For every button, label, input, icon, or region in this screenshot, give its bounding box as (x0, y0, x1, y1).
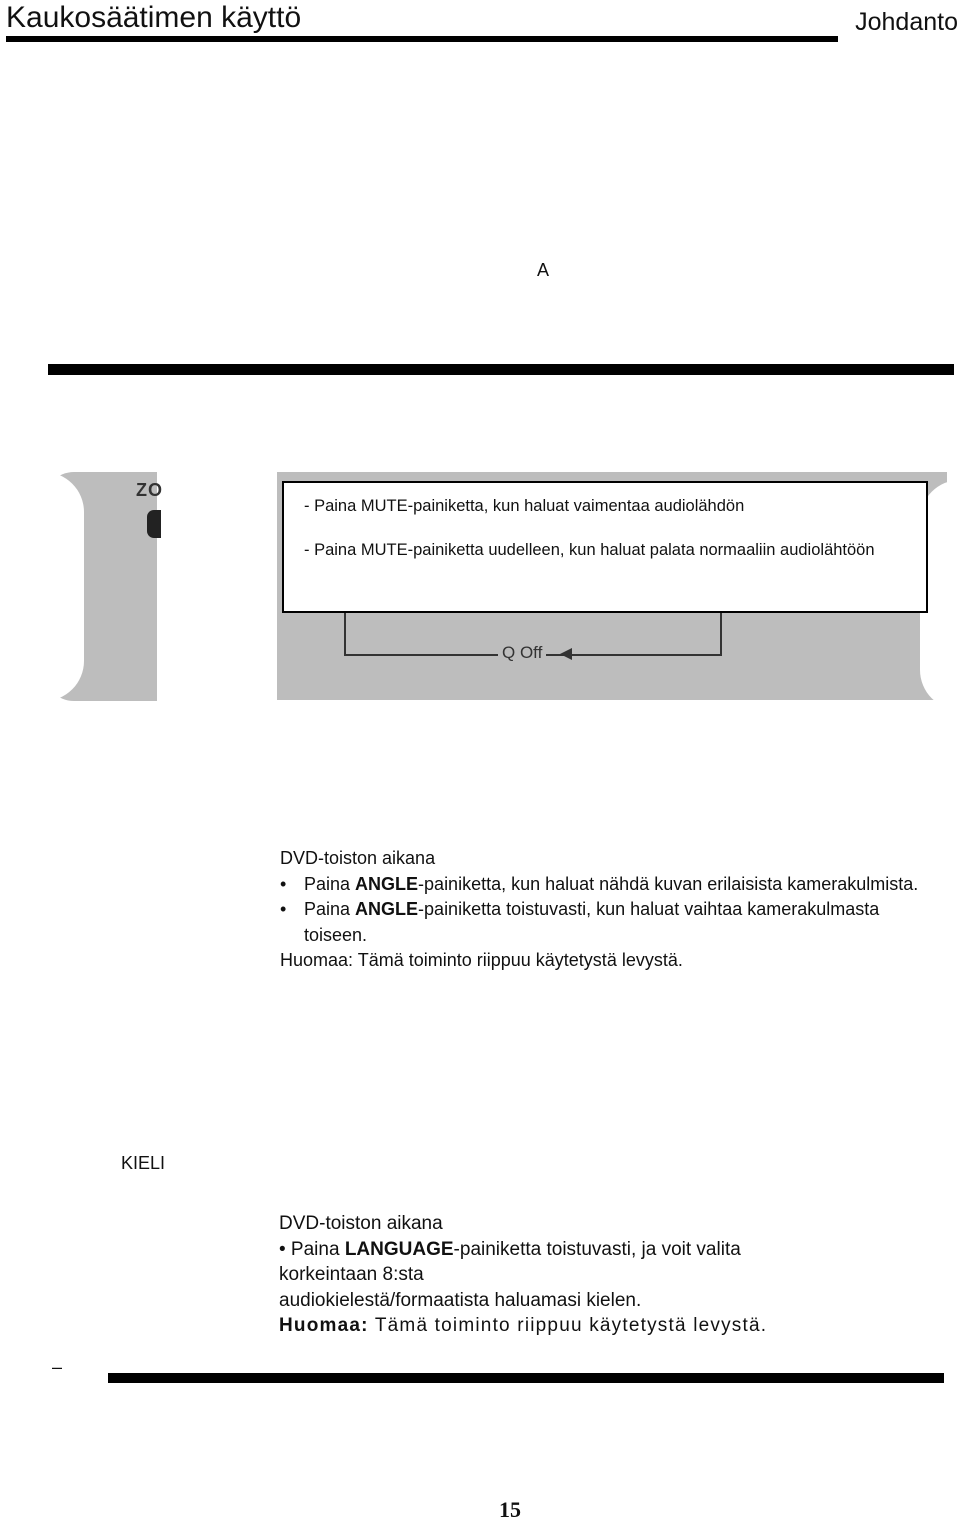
language-instructions (279, 1211, 899, 1339)
section-title: Johdanto (855, 8, 958, 36)
dash-mark: – (52, 1357, 63, 1377)
mute-instruction-1: - Paina MUTE-painiketta, kun haluat vaimentaa audiolähdön (304, 497, 745, 515)
language-line-3: audiokielestä/formaatista haluamasi kielen. (279, 1289, 642, 1311)
footer-rule (108, 1373, 944, 1383)
section-divider (48, 364, 954, 375)
page-number: 15 (499, 1497, 521, 1522)
language-bullet-pre: • Paina (279, 1238, 345, 1260)
q-off-label: Q Off (498, 643, 546, 663)
header-rule (6, 36, 838, 42)
page-title: Kaukosäätimen käyttö (6, 1, 302, 34)
language-note-label: Huomaa: (279, 1315, 369, 1336)
angle-instructions (280, 846, 920, 974)
language-key-label: LANGUAGE (344, 1238, 454, 1260)
language-bullet (279, 1237, 899, 1263)
screen-fragment-notch (44, 472, 84, 701)
language-line-2: korkeintaan 8:sta (279, 1264, 424, 1285)
language-note (279, 1313, 899, 1339)
language-note-text: Tämä toiminto riippuu käytetystä levystä. (368, 1315, 768, 1336)
zoom-label-fragment: ZO (136, 480, 163, 500)
language-heading: KIELI (121, 1153, 166, 1173)
language-bullet-post: -painiketta toistuvasti, ja voit valita (453, 1238, 741, 1260)
angle-bullet-1 (280, 872, 920, 898)
angle-note: Huomaa: Tämä toiminto riippuu käytetystä levystä. (280, 950, 683, 970)
angle-key-label: ANGLE (355, 873, 419, 894)
angle-key-label: ANGLE (355, 899, 419, 919)
angle-bullet-2-pre: Paina (304, 899, 356, 919)
mute-instructions-box (282, 481, 928, 613)
marker-a: A (537, 260, 550, 280)
angle-bullet-1-post: -painiketta, kun haluat nähdä kuvan erilaisista kamerakulmista. (418, 873, 919, 894)
zoom-icon (147, 510, 161, 538)
angle-bullet-2 (280, 897, 920, 948)
angle-bullet-1-pre: Paina (304, 873, 356, 894)
angle-intro: DVD-toiston aikana (280, 848, 436, 868)
angle-bullet-2-post: -painiketta toistuvasti, kun haluat vaihtaa kamerakulmasta toiseen. (304, 899, 880, 945)
mute-instruction-2: - Paina MUTE-painiketta uudelleen, kun haluat palata normaaliin audiolähtöön (304, 541, 875, 559)
language-intro: DVD-toiston aikana (279, 1213, 443, 1234)
arrow-left-icon (560, 648, 572, 660)
